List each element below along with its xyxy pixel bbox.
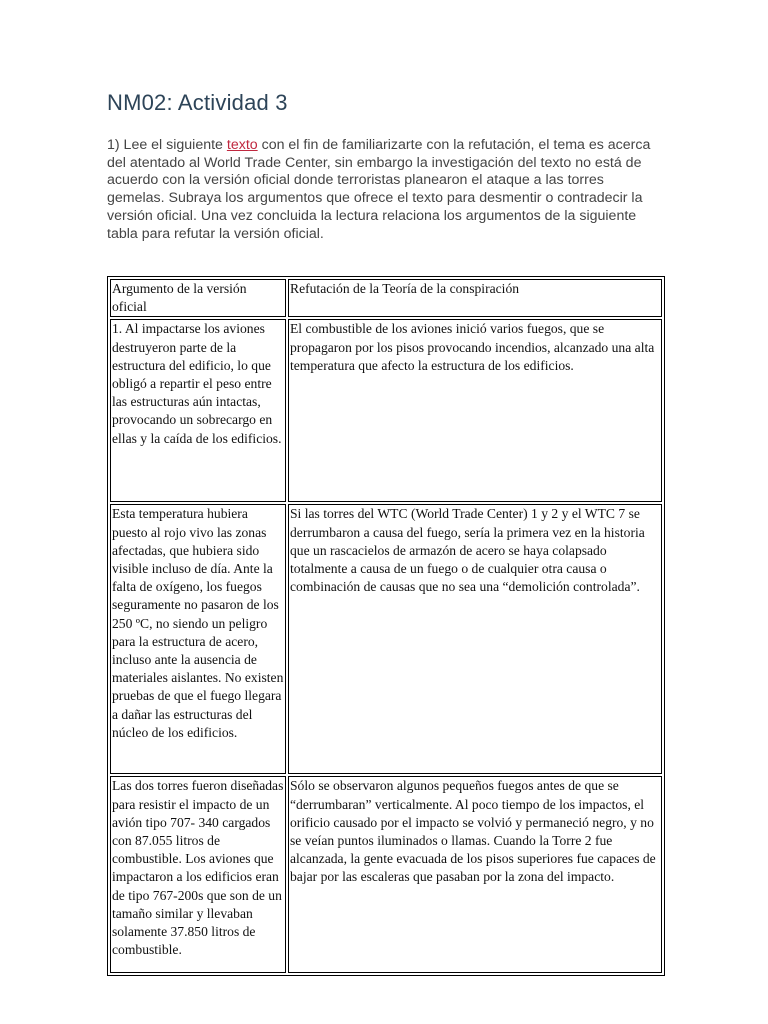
intro-paragraph [107,137,663,243]
table-row [110,776,662,973]
refutation-cell: Si las torres del WTC (World Trade Center) 1 y 2 y el WTC 7 se derrumbaron a causa del fuego, sería la primera vez en la historia que un rascacielos de armazón de acero se haya colapsado totalmente a causa de un fuego o de cualquier otra causa o combinación de causas que no sea una “demolición controlada”. [288,504,662,774]
header-conspiracy-refutation: Refutación de la Teoría de la conspiración [288,279,662,317]
intro-text-before-link: 1) Lee el siguiente [107,137,227,153]
page-title: NM02: Actividad 3 [107,90,288,115]
arguments-table [107,276,665,976]
argument-cell: 1. Al impactarse los aviones destruyeron parte de la estructura del edificio, lo que obligó a repartir el peso entre las estructuras aún intactas, provocando un sobrecargo en ellas y la caída de los edificios. [110,319,286,502]
header-official-argument: Argumento de la versión oficial [110,279,286,317]
intro-text-after-link: con el fin de familiarizarte con la refutación, el tema es acerca del atentado al World Trade Center, sin embargo la investigación del texto no está de acuerdo con la versión oficial donde terroristas planearon el ataque a las torres gemelas. Subraya los argumentos que ofrece el texto para desmentir o contradecir la versión oficial. Una vez concluida la lectura relaciona los argumentos de la siguiente tabla para refutar la versión oficial. [107,137,651,242]
table-header-row [110,279,662,317]
table-row [110,504,662,774]
argument-cell: Esta temperatura hubiera puesto al rojo vivo las zonas afectadas, que hubiera sido visible incluso de día. Ante la falta de oxígeno, los fuegos seguramente no pasaron de los 250 ºC, no siendo un peligro para la estructura de acero, incluso ante la ausencia de materiales aislantes. No existen pruebas de que el fuego llegara a dañar las estructuras del núcleo de los edificios. [110,504,286,774]
texto-link[interactable]: texto [226,137,258,153]
argument-cell: Las dos torres fueron diseñadas para resistir el impacto de un avión tipo 707- 340 cargados con 87.055 litros de combustible. Los aviones que impactaron a los edificios eran de tipo 767-200s que son de un tamaño similar y llevaban solamente 37.850 litros de combustible. [110,776,286,973]
table-row [110,319,662,502]
refutation-cell: Sólo se observaron algunos pequeños fuegos antes de que se “derrumbaran” verticalmente. Al poco tiempo de los impactos, el orificio causado por el impacto se volvió y permaneció negro, y no se veían puntos iluminados o llamas. Cuando la Torre 2 fue alcanzada, la gente evacuada de los pisos superiores fue capaces de bajar por las escaleras que pasaban por la zona del impacto. [288,776,662,973]
refutation-cell: El combustible de los aviones inició varios fuegos, que se propagaron por los pisos provocando incendios, alcanzado una alta temperatura que afecto la estructura de los edificios. [288,319,662,502]
